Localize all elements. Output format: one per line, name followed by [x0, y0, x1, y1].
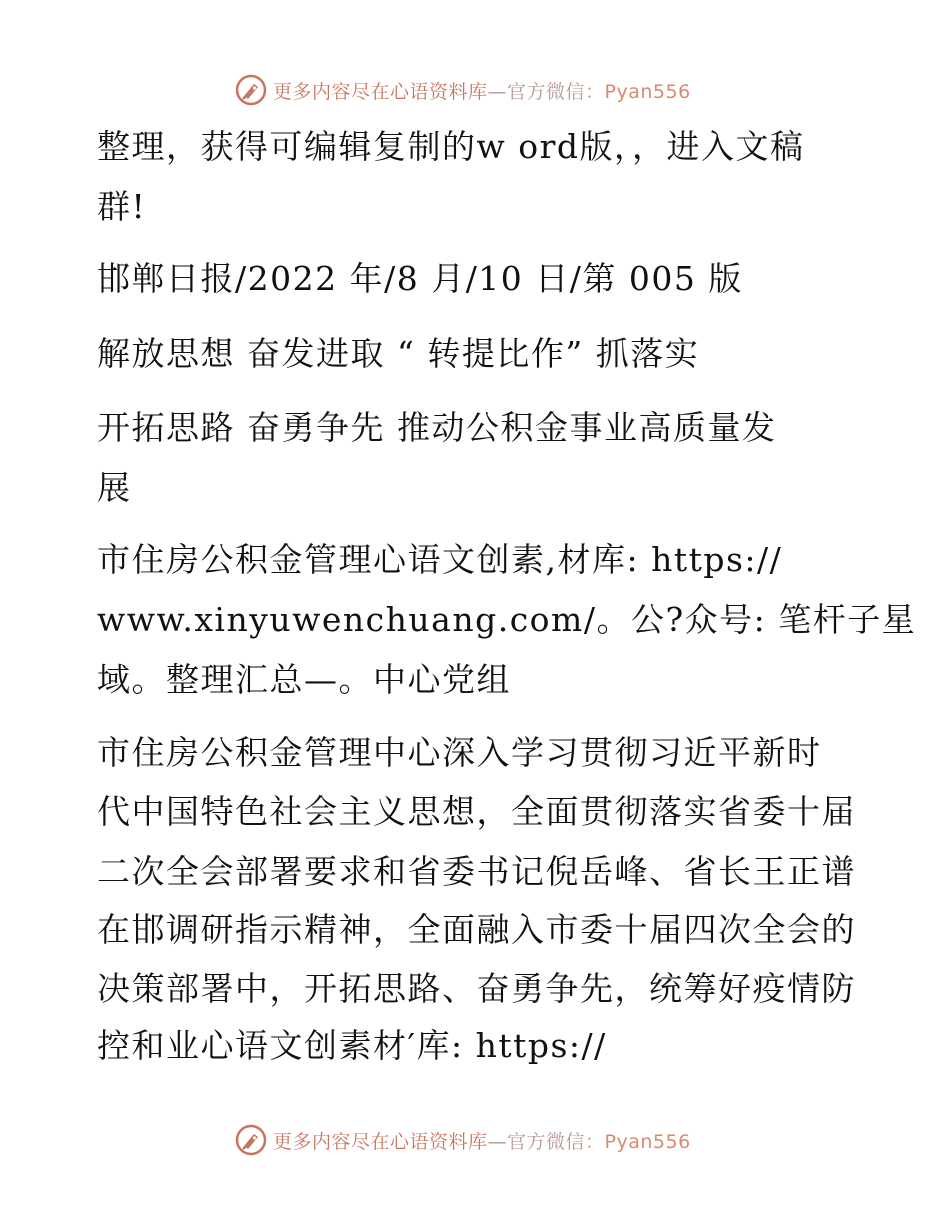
body-line: 在邯调研指示精神，全面融入市委十届四次全会的 [97, 910, 856, 949]
body-line: www.xinyuwenchuang.com/。公?众号: 笔杆子星 [97, 600, 917, 639]
body-line: 控和业心语文创素材′库: https:// [97, 1026, 607, 1065]
pen-nib-logo-icon [235, 1124, 267, 1156]
body-line: 域。整理汇总—。中心党组 [97, 660, 511, 699]
body-line: 群! [97, 187, 147, 226]
body-line: 市住房公积金管理中心深入学习贯彻习近平新时 [97, 733, 822, 772]
body-line: 整理，获得可编辑复制的w ord版，，进入文稿 [97, 127, 805, 166]
watermark-text: 更多内容尽在心语资料库—官方微信：Pyan556 [273, 80, 691, 103]
body-line: 解放思想 奋发进取 “ 转提比作” 抓落实 [97, 334, 700, 373]
footer-watermark [235, 1123, 691, 1157]
body-line: 二次全会部署要求和省委书记倪岳峰、省长王正谱 [97, 852, 856, 891]
body-line: 决策部署中，开拓思路、奋勇争先，统筹好疫情防 [97, 969, 856, 1008]
pen-nib-logo-icon [235, 74, 267, 106]
body-line: 市住房公积金管理心语文创素,材库: https:// [97, 540, 783, 579]
body-line: 邯郸日报/2022 年/8 月/10 日/第 005 版 [97, 259, 743, 298]
body-line: 开拓思路 奋勇争先 推动公积金事业高质量发 [97, 408, 777, 447]
header-watermark [235, 73, 691, 107]
body-line: 代中国特色社会主义思想，全面贯彻落实省委十届 [97, 792, 856, 831]
watermark-text: 更多内容尽在心语资料库—官方微信：Pyan556 [273, 1130, 691, 1153]
body-line: 展 [97, 468, 132, 507]
